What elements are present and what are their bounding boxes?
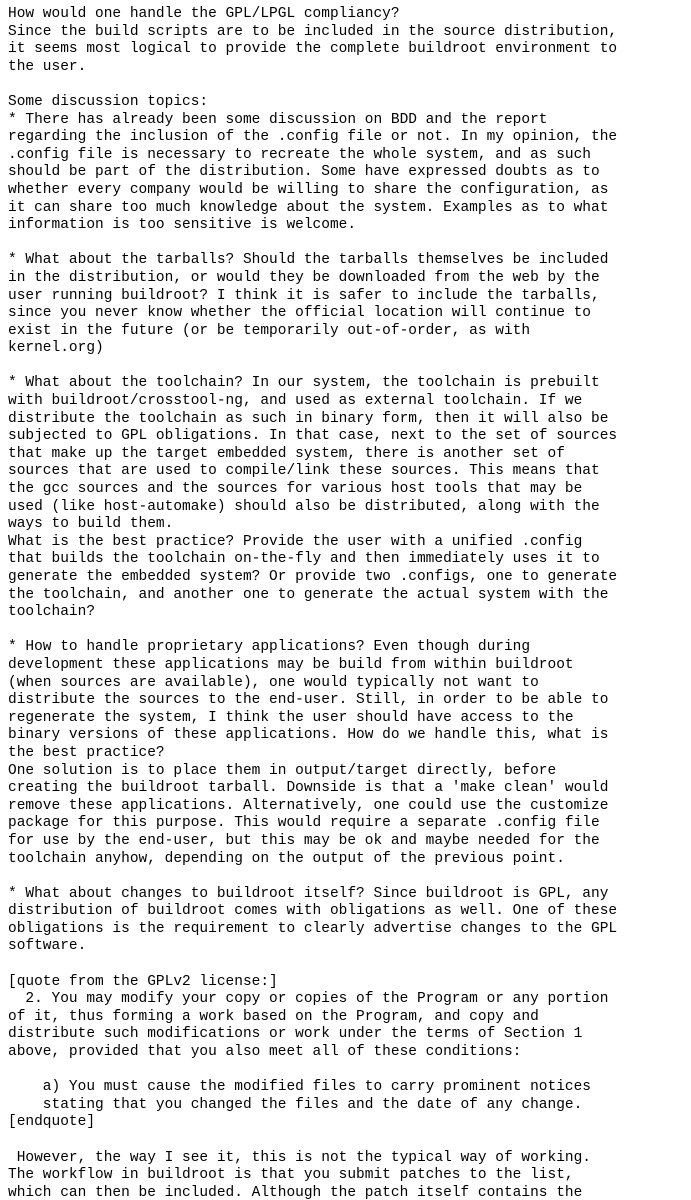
message-body-text: How would one handle the GPL/LPGL compliancy? Since the build scripts are to be included in the source distribution, it seems most logical to provide the complete buildroot environment to the user. Some discussion topics: * There has already been some discussion on BDD and the report regarding the inclusion of the .config file or not. In my opinion, the .config file is necessary to recreate the whole system, and as such should be part of the distribution. Some have expressed doubts as to whether every company would be willing to share the configuration, as it can share too much knowledge about the system. Examples as to what information is too sensitive is welcome. * What about the tarballs? Should the tarballs themselves be included in the distribution, or would they be downloaded from the web by the user running buildroot? I think it is safer to include the tarballs, since you never know whether the official location will continue to exist in the future (or be temporarily out-of-order, as with kernel.org) * What about the toolchain? In our system, the toolchain is prebuilt with buildroot/crosstool-ng, and used as external toolchain. If we distribute the toolchain as such in binary form, then it will also be subjected to GPL obligations. In that case, next to the set of sources that make up the target embedded system, there is another set of sources that are used to compile/link these sources. This means that the gcc sources and the sources for various host tools that may be used (like host-automake) should also be distributed, along with the ways to build them. What is the best practice? Provide the user with a unified .config that builds the toolchain on-the-fly and then immediately uses it to generate the embedded system? Or provide two .configs, one to generate the toolchain, and another one to generate the actual system with the toolchain? * How to handle proprietary applications? Even though during development these applications may be build from within buildroot (when sources are available), one would typically not want to distribute the sources to the end-user. Still, in order to be able to regenerate the system, I think the user should have access to the binary versions of these applications. How do we handle this, what is the best practice? One solution is to place them in output/target directly, before creating the buildroot tarball. Downside is that a 'make clean' would remove these applications. Alternatively, one could use the customize package for this purpose. This would require a separate .config file for use by the end-user, but this may be ok and maybe needed for the toolchain anyhow, depending on the output of the previous point. * What about changes to buildroot itself? Since buildroot is GPL, any distribution of buildroot comes with obligations as well. One of these obligations is the requirement to clearly advertise changes to the GPL software. [quote from the GPLv2 license:] 2. You may modify your copy or copies of the Program or any portion of it, thus forming a work based on the Program, and copy and distribute such modifications or work under the terms of Section 1 above, provided that you also meet all of these conditions: a) You must cause the modified files to carry prominent notices stating that you changed the files and the date of any change. [endquote] However, the way I see it, this is not the typical way of working. The workflow in buildroot is that you submit patches to the list, which can then be included. Although the patch itself contains the: [8, 6, 618, 1200]
